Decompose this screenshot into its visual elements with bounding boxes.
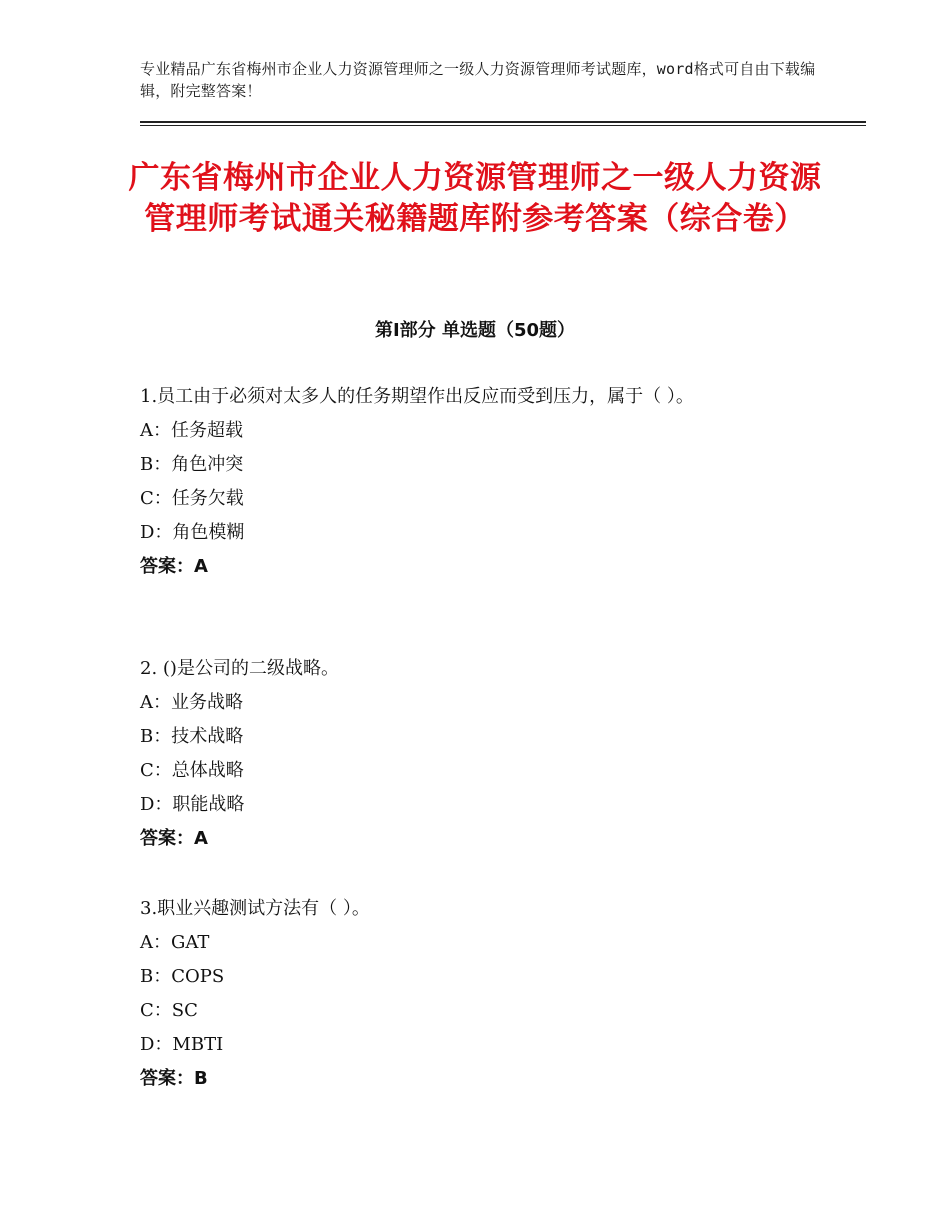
option-c: C：总体战略 <box>140 760 244 781</box>
header-divider <box>140 121 866 123</box>
section-title: 第Ⅰ部分 单选题（50题） <box>374 320 575 341</box>
option-b: B：技术战略 <box>140 726 244 747</box>
option-a: A：业务战略 <box>140 692 243 713</box>
option-b: B：角色冲突 <box>140 454 244 475</box>
answer-value: A <box>194 556 208 577</box>
answer-line <box>140 550 780 584</box>
question-stem: 3.职业兴趣测试方法有（ ）。 <box>140 898 370 919</box>
option-a: A：任务超载 <box>140 420 243 441</box>
option-d: D：MBTI <box>140 1034 224 1055</box>
option-d: D：角色模糊 <box>140 522 245 543</box>
option-c: C：SC <box>140 1000 198 1021</box>
answer-label: 答案： <box>140 556 194 577</box>
document-title: 广东省梅州市企业人力资源管理师之一级人力资源管理师考试通关秘籍题库附参考答案（综合卷） <box>128 160 822 237</box>
answer-line <box>140 822 780 856</box>
question-2 <box>140 652 780 856</box>
header-divider-thin <box>140 125 866 126</box>
option-a: A：GAT <box>140 932 210 953</box>
answer-line <box>140 1062 780 1096</box>
option-d: D：职能战略 <box>140 794 245 815</box>
answer-value: B <box>194 1068 208 1089</box>
question-stem: 1.员工由于必须对太多人的任务期望作出反应而受到压力，属于（ ）。 <box>140 386 694 407</box>
question-stem: 2. ()是公司的二级战略。 <box>140 658 339 679</box>
answer-value: A <box>194 828 208 849</box>
question-3 <box>140 892 780 1096</box>
option-b: B：COPS <box>140 966 225 987</box>
answer-label: 答案： <box>140 828 194 849</box>
header-note: 专业精品广东省梅州市企业人力资源管理师之一级人力资源管理师考试题库，word格式可自由下载编辑，附完整答案！ <box>140 60 816 100</box>
option-c: C：任务欠载 <box>140 488 244 509</box>
answer-label: 答案： <box>140 1068 194 1089</box>
question-1 <box>140 380 780 584</box>
